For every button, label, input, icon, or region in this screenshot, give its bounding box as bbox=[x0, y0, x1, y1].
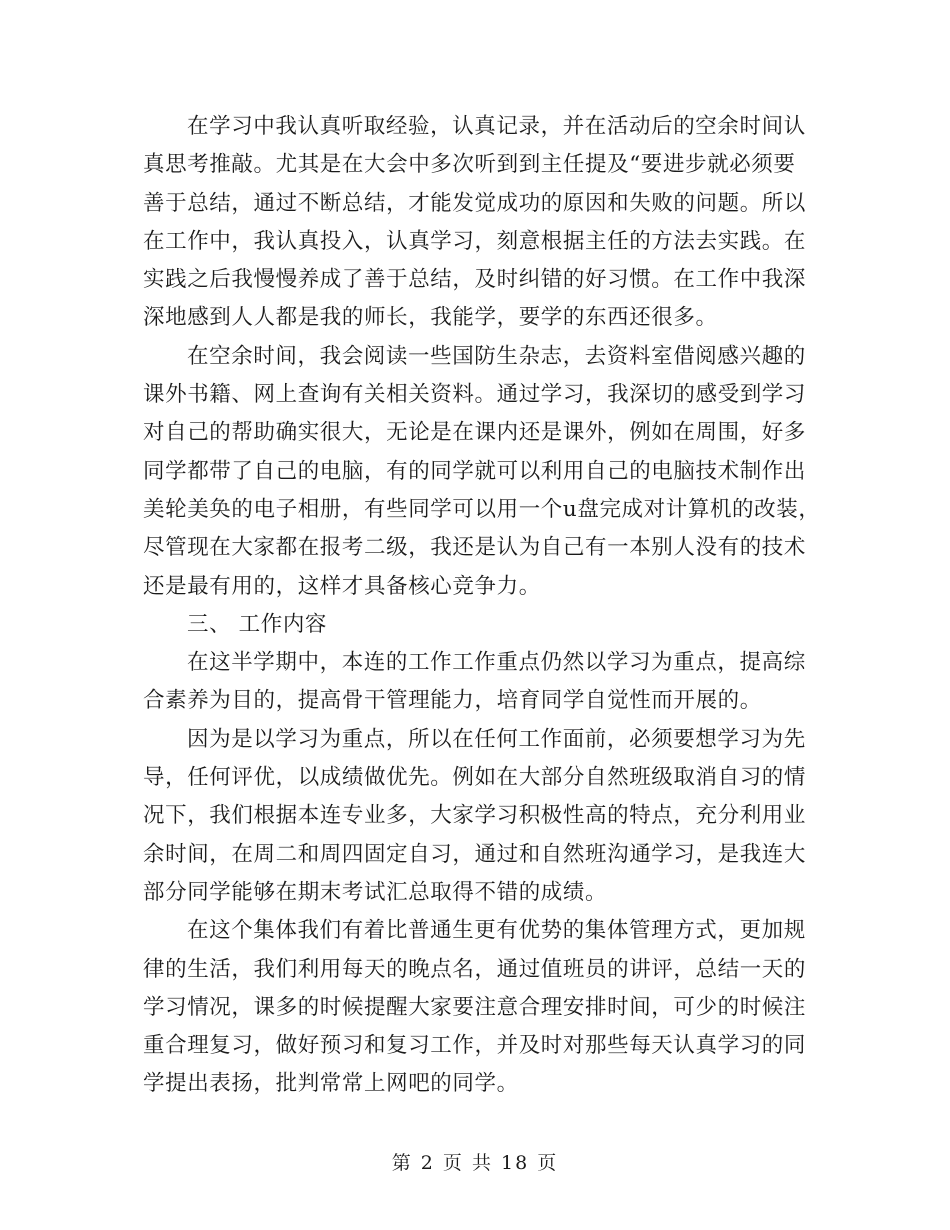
paragraph-line: 同学都带了自己的电脑，有的同学就可以利用自己的电脑技术制作出 bbox=[143, 458, 807, 484]
section-heading: 三、 工作内容 bbox=[187, 611, 328, 637]
paragraph-line: 重合理复习，做好预习和复习工作，并及时对那些每天认真学习的同 bbox=[143, 1033, 807, 1059]
paragraph-line: 还是最有用的，这样才具备核心竞争力。 bbox=[143, 573, 541, 599]
paragraph-line: 对自己的帮助确实很大，无论是在课内还是课外，例如在周围，好多 bbox=[143, 420, 807, 446]
paragraph-line: 尽管现在大家都在报考二级，我还是认为自己有一本别人没有的技术 bbox=[143, 535, 807, 561]
paragraph-line: 善于总结，通过不断总结，才能发觉成功的原因和失败的问题。所以 bbox=[143, 190, 807, 216]
paragraph-line: 学习情况，课多的时候提醒大家要注意合理安排时间，可少的时候注 bbox=[143, 994, 807, 1020]
paragraph-line: 部分同学能够在期末考试汇总取得不错的成绩。 bbox=[143, 879, 608, 905]
paragraph-line: 美轮美奂的电子相册，有些同学可以用一个u盘完成对计算机的改装， bbox=[143, 496, 821, 522]
paragraph-line: 合素养为目的，提高骨干管理能力，培育同学自觉性而开展的。 bbox=[143, 688, 762, 714]
page-number-footer: 第 2 页 共 18 页 bbox=[391, 1152, 559, 1174]
paragraph-line: 导，任何评优，以成绩做优先。例如在大部分自然班级取消自习的情 bbox=[143, 765, 807, 791]
paragraph-line: 在这个集体我们有着比普通生更有优势的集体管理方式，更加规 bbox=[187, 918, 806, 944]
paragraph-line: 在工作中，我认真投入，认真学习，刻意根据主任的方法去实践。在 bbox=[143, 228, 807, 254]
paragraph-line: 余时间，在周二和周四固定自习，通过和自然班沟通学习，是我连大 bbox=[143, 841, 807, 867]
document-body bbox=[143, 108, 821, 1104]
paragraph-line: 因为是以学习为重点，所以在任何工作面前，必须要想学习为先 bbox=[187, 726, 806, 752]
paragraph-line: 深地感到人人都是我的师长，我能学，要学的东西还很多。 bbox=[143, 305, 718, 331]
paragraph-line: 在这半学期中，本连的工作工作重点仍然以学习为重点，提高综 bbox=[187, 650, 806, 676]
paragraph-line: 学提出表扬，批判常常上网吧的同学。 bbox=[143, 1071, 519, 1097]
paragraph-line: 课外书籍、网上查询有关相关资料。通过学习，我深切的感受到学习 bbox=[143, 382, 807, 408]
paragraph-line: 况下，我们根据本连专业多，大家学习积极性高的特点，充分利用业 bbox=[143, 803, 807, 829]
paragraph-line: 真思考推敲。尤其是在大会中多次听到到主任提及“要进步就必须要 bbox=[143, 152, 796, 178]
paragraph-line: 在空余时间，我会阅读一些国防生杂志，去资料室借阅感兴趣的 bbox=[187, 343, 806, 369]
paragraph-line: 律的生活，我们利用每天的晚点名，通过值班员的讲评，总结一天的 bbox=[143, 956, 807, 982]
paragraph-line: 实践之后我慢慢养成了善于总结，及时纠错的好习惯。在工作中我深 bbox=[143, 267, 807, 293]
paragraph-line: 在学习中我认真听取经验，认真记录，并在活动后的空余时间认 bbox=[187, 114, 806, 139]
